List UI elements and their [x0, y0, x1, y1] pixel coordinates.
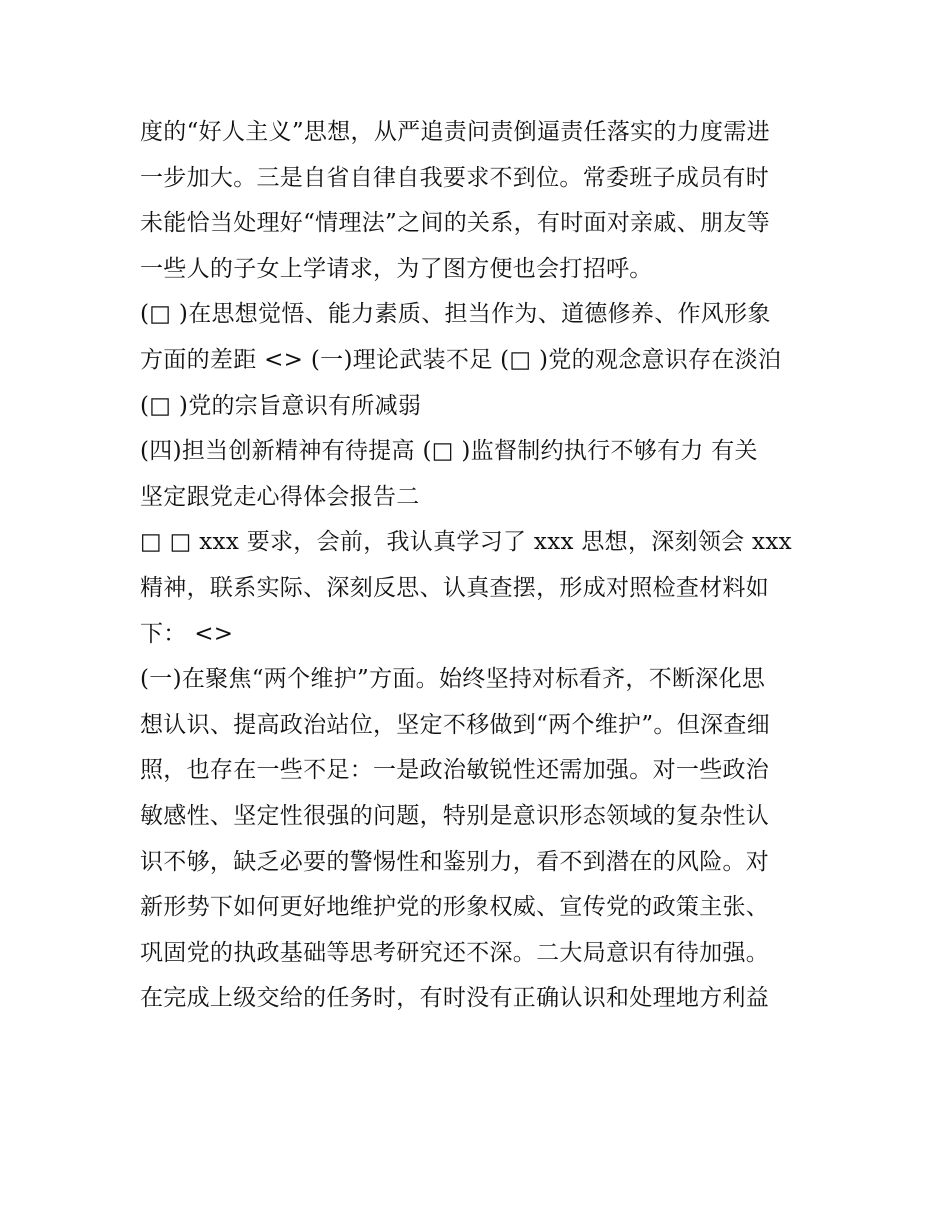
document-body: [140, 110, 820, 1022]
text-line: □ □ xxx 要求，会前，我认真学习了 xxx 思想，深刻领会 xxx: [140, 529, 792, 556]
text-line: (□ )党的宗旨意识有所减弱: [140, 392, 422, 419]
text-line: 下： <>: [140, 620, 234, 647]
text-line: (一)在聚焦“两个维护”方面。始终坚持对标看齐，不断深化思: [140, 666, 766, 693]
text-line: 一些人的子女上学请求，为了图方便也会打招呼。: [140, 255, 653, 282]
text-line: (□ )在思想觉悟、能力素质、担当作为、道德修养、作风形象: [140, 301, 771, 328]
text-line: 新形势下如何更好地维护党的形象权威、宣传党的政策主张、: [140, 894, 770, 921]
text-line: 精神，联系实际、深刻反思、认真查摆，形成对照检查材料如: [140, 574, 770, 601]
text-line: 一步加大。三是自省自律自我要求不到位。常委班子成员有时: [140, 164, 770, 191]
section-title: 坚定跟党走心得体会报告二: [140, 483, 420, 510]
text-line: 照，也存在一些不足：一是政治敏锐性还需加强。对一些政治: [140, 757, 770, 784]
text-line: (四)担当创新精神有待提高 (□ )监督制约执行不够有力 有关: [140, 438, 758, 465]
text-line: 敏感性、坚定性很强的问题，特别是意识形态领域的复杂性认: [140, 802, 770, 829]
text-line: 方面的差距 <> (一)理论武装不足 (□ )党的观念意识存在淡泊: [140, 346, 782, 373]
text-line: 度的“好人主义”思想，从严追责问责倒逼责任落实的力度需进: [140, 119, 770, 145]
text-line: 巩固党的执政基础等思考研究还不深。二大局意识有待加强。: [140, 939, 770, 966]
text-line: 未能恰当处理好“情理法”之间的关系，有时面对亲戚、朋友等: [140, 210, 770, 237]
text-line: 想认识、提高政治站位，坚定不移做到“两个维护”。但深查细: [140, 711, 770, 738]
text-line: 识不够，缺乏必要的警惕性和鉴别力，看不到潜在的风险。对: [140, 848, 770, 875]
text-line: 在完成上级交给的任务时，有时没有正确认识和处理地方利益: [140, 985, 770, 1012]
